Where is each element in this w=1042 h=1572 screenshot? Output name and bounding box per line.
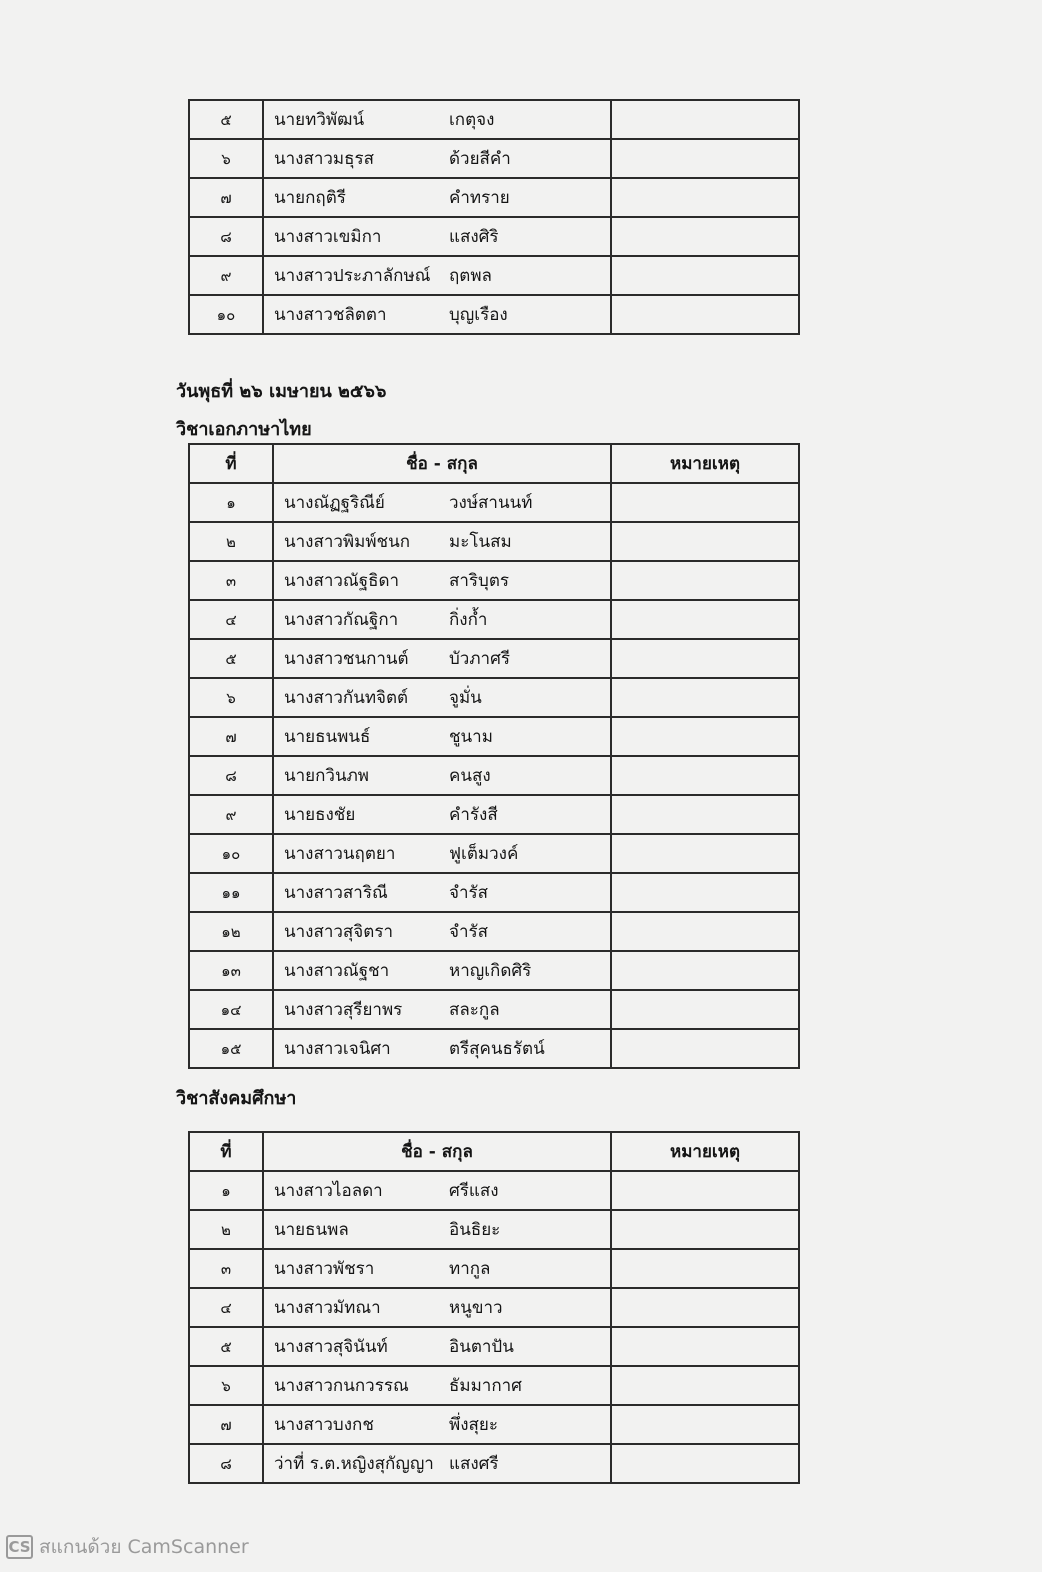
header-name: ชื่อ - สกุล	[263, 1132, 611, 1171]
section-title-thai: วิชาเอกภาษาไทย	[176, 419, 312, 440]
table-row	[189, 1171, 799, 1210]
table-row	[189, 912, 799, 951]
last-name: แสงศิริ	[449, 217, 611, 256]
last-name: หนูขาว	[449, 1288, 611, 1327]
first-name: นางสาวมธุรส	[263, 139, 449, 178]
last-name: ชูนาม	[449, 717, 611, 756]
first-name: นางสาวประภาลักษณ์	[263, 256, 449, 295]
last-name: ฟูเต็มวงค์	[449, 834, 611, 873]
first-name: ว่าที่ ร.ต.หญิงสุกัญญา	[263, 1444, 449, 1483]
table-row	[189, 1029, 799, 1068]
table-row	[189, 1444, 799, 1483]
table-row	[189, 256, 799, 295]
row-number: ๓	[189, 561, 273, 600]
table-header-row	[189, 1132, 799, 1171]
last-name: สาริบุตร	[449, 561, 611, 600]
table-row	[189, 873, 799, 912]
remark-cell	[611, 795, 799, 834]
row-number: ๑๑	[189, 873, 273, 912]
date-heading: วันพุธที่ ๒๖ เมษายน ๒๕๖๖	[176, 381, 387, 402]
watermark-text: สแกนด้วย CamScanner	[39, 1536, 249, 1558]
first-name: นางสาวไอลดา	[263, 1171, 449, 1210]
header-no: ที่	[189, 1132, 263, 1171]
row-number: ๑๕	[189, 1029, 273, 1068]
last-name: หาญเกิดศิริ	[449, 951, 611, 990]
last-name: คำรังสี	[449, 795, 611, 834]
remark-cell	[611, 1444, 799, 1483]
remark-cell	[611, 912, 799, 951]
row-number: ๑๒	[189, 912, 273, 951]
remark-cell	[611, 483, 799, 522]
last-name: บัวภาศรี	[449, 639, 611, 678]
last-name: คำทราย	[449, 178, 611, 217]
last-name: อินตาปัน	[449, 1327, 611, 1366]
table-row	[189, 217, 799, 256]
last-name: สละกูล	[449, 990, 611, 1029]
remark-cell	[611, 951, 799, 990]
last-name: ฤตพล	[449, 256, 611, 295]
remark-cell	[611, 1029, 799, 1068]
row-number: ๑๓	[189, 951, 273, 990]
table-body	[189, 483, 799, 1068]
first-name: นางสาวพัชรา	[263, 1249, 449, 1288]
row-number: ๘	[189, 756, 273, 795]
table-row	[189, 756, 799, 795]
table-row	[189, 1327, 799, 1366]
row-number: ๘	[189, 217, 263, 256]
row-number: ๑๐	[189, 295, 263, 334]
first-name: นางสาวสาริณี	[273, 873, 449, 912]
row-number: ๑	[189, 483, 273, 522]
remark-cell	[611, 522, 799, 561]
remark-cell	[611, 1327, 799, 1366]
header-name: ชื่อ - สกุล	[273, 444, 611, 483]
first-name: นางสาวบงกช	[263, 1405, 449, 1444]
remark-cell	[611, 256, 799, 295]
table-row	[189, 951, 799, 990]
remark-cell	[611, 1288, 799, 1327]
row-number: ๒	[189, 1210, 263, 1249]
row-number: ๗	[189, 178, 263, 217]
row-number: ๑๐	[189, 834, 273, 873]
roster-table-continued	[188, 99, 800, 335]
camscanner-logo-icon: CS	[6, 1535, 33, 1559]
row-number: ๖	[189, 1366, 263, 1405]
row-number: ๔	[189, 600, 273, 639]
first-name: นายกฤติรี	[263, 178, 449, 217]
section-title-social: วิชาสังคมศึกษา	[176, 1088, 297, 1109]
first-name: นางสาวเจนิศา	[273, 1029, 449, 1068]
last-name: แสงศรี	[449, 1444, 611, 1483]
remark-cell	[611, 217, 799, 256]
remark-cell	[611, 834, 799, 873]
last-name: ธัมมากาศ	[449, 1366, 611, 1405]
remark-cell	[611, 990, 799, 1029]
first-name: นางสาวกันทจิตต์	[273, 678, 449, 717]
last-name: จำรัส	[449, 912, 611, 951]
table-row	[189, 600, 799, 639]
last-name: ตรีสุคนธรัตน์	[449, 1029, 611, 1068]
table-row	[189, 178, 799, 217]
first-name: นางสาวเขมิกา	[263, 217, 449, 256]
first-name: นางสาวชลิตตา	[263, 295, 449, 334]
table-row	[189, 483, 799, 522]
row-number: ๓	[189, 1249, 263, 1288]
first-name: นายธนพนธ์	[273, 717, 449, 756]
last-name: ศรีแสง	[449, 1171, 611, 1210]
first-name: นายกวินภพ	[273, 756, 449, 795]
table-row	[189, 717, 799, 756]
table-row	[189, 795, 799, 834]
first-name: นายธงชัย	[273, 795, 449, 834]
table-row	[189, 1210, 799, 1249]
remark-cell	[611, 873, 799, 912]
last-name: พึ่งสุยะ	[449, 1405, 611, 1444]
table-row	[189, 1249, 799, 1288]
first-name: นางสาวกัณฐิกา	[273, 600, 449, 639]
table-row	[189, 1288, 799, 1327]
last-name: บุญเรือง	[449, 295, 611, 334]
table-body	[189, 100, 799, 334]
first-name: นางสาวณัฐชา	[273, 951, 449, 990]
row-number: ๔	[189, 1288, 263, 1327]
row-number: ๑๔	[189, 990, 273, 1029]
table-body	[189, 1171, 799, 1483]
remark-cell	[611, 639, 799, 678]
remark-cell	[611, 178, 799, 217]
camscanner-watermark	[6, 1532, 249, 1562]
last-name: มะโนสม	[449, 522, 611, 561]
row-number: ๗	[189, 717, 273, 756]
first-name: นางสาวนฤตยา	[273, 834, 449, 873]
last-name: ทากูล	[449, 1249, 611, 1288]
first-name: นายทวิพัฒน์	[263, 100, 449, 139]
last-name: กิ่งก้ำ	[449, 600, 611, 639]
last-name: คนสูง	[449, 756, 611, 795]
remark-cell	[611, 1249, 799, 1288]
first-name: นายธนพล	[263, 1210, 449, 1249]
remark-cell	[611, 1171, 799, 1210]
remark-cell	[611, 561, 799, 600]
last-name: จูมั่น	[449, 678, 611, 717]
roster-table-thai	[188, 443, 800, 1069]
table-row	[189, 100, 799, 139]
first-name: นางสาวสุจิตรา	[273, 912, 449, 951]
row-number: ๒	[189, 522, 273, 561]
row-number: ๑	[189, 1171, 263, 1210]
first-name: นางสาวสุรียาพร	[273, 990, 449, 1029]
row-number: ๗	[189, 1405, 263, 1444]
remark-cell	[611, 600, 799, 639]
table-row	[189, 990, 799, 1029]
row-number: ๕	[189, 1327, 263, 1366]
table-header-row	[189, 444, 799, 483]
remark-cell	[611, 295, 799, 334]
row-number: ๖	[189, 678, 273, 717]
remark-cell	[611, 1366, 799, 1405]
remark-cell	[611, 678, 799, 717]
remark-cell	[611, 756, 799, 795]
header-note: หมายเหตุ	[611, 444, 799, 483]
roster-table-social	[188, 1131, 800, 1484]
row-number: ๕	[189, 100, 263, 139]
remark-cell	[611, 1210, 799, 1249]
remark-cell	[611, 100, 799, 139]
table-row	[189, 1405, 799, 1444]
last-name: อินธิยะ	[449, 1210, 611, 1249]
first-name: นางสาวณัฐธิดา	[273, 561, 449, 600]
row-number: ๕	[189, 639, 273, 678]
table-row	[189, 1366, 799, 1405]
first-name: นางสาวมัทณา	[263, 1288, 449, 1327]
row-number: ๙	[189, 795, 273, 834]
header-note: หมายเหตุ	[611, 1132, 799, 1171]
table-row	[189, 561, 799, 600]
table-row	[189, 139, 799, 178]
table-row	[189, 639, 799, 678]
row-number: ๙	[189, 256, 263, 295]
last-name: เกตุจง	[449, 100, 611, 139]
last-name: วงษ์สานนท์	[449, 483, 611, 522]
table-row	[189, 295, 799, 334]
row-number: ๘	[189, 1444, 263, 1483]
table-row	[189, 834, 799, 873]
first-name: นางสาวสุจินันท์	[263, 1327, 449, 1366]
row-number: ๖	[189, 139, 263, 178]
first-name: นางสาวพิมพ์ชนก	[273, 522, 449, 561]
table-row	[189, 678, 799, 717]
remark-cell	[611, 1405, 799, 1444]
table-row	[189, 522, 799, 561]
last-name: ด้วยสีคำ	[449, 139, 611, 178]
header-no: ที่	[189, 444, 273, 483]
first-name: นางสาวกนกวรรณ	[263, 1366, 449, 1405]
first-name: นางสาวชนกานต์	[273, 639, 449, 678]
last-name: จำรัส	[449, 873, 611, 912]
remark-cell	[611, 139, 799, 178]
first-name: นางณัฏฐริณีย์	[273, 483, 449, 522]
remark-cell	[611, 717, 799, 756]
